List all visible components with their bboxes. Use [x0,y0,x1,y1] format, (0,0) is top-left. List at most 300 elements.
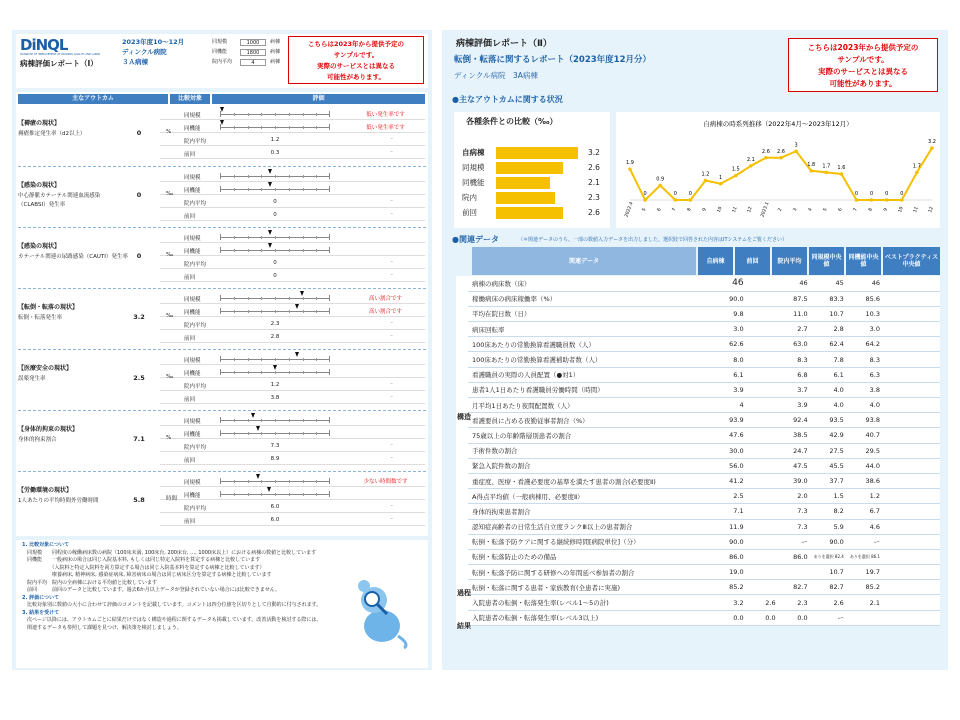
compare-label: 同規模 [184,297,201,303]
row-value: 8.0 [716,352,748,367]
row-value [748,413,780,428]
info-value: 4 [240,59,266,66]
row-best [884,398,940,413]
row-value: ー [812,610,848,625]
scale-bar [220,481,330,482]
table-row [456,428,940,443]
scale-bar [220,298,330,299]
row-label: 緊急入院件数の割合 [468,458,716,473]
row-value: 7.3 [780,504,812,519]
compare-label: 同規模 [184,175,201,181]
scale-bar [220,250,330,251]
row-label: 月平均1日あたり夜間配置数（人） [468,398,716,413]
row-best [884,306,940,321]
row-value: 2.5 [716,489,748,504]
data-point [719,182,723,186]
row-best [884,382,940,397]
table-row [456,337,940,352]
data-label: 1 [719,174,723,181]
row-value: 6.1 [812,367,848,382]
scale-bar [220,372,330,373]
row-value: 47.5 [780,458,812,473]
row-value: 62.4 [812,337,848,352]
row-best [884,534,940,549]
data-label: 0 [688,191,692,197]
compare-label: 院内平均 [184,201,207,207]
data-label: 1.8 [807,161,816,168]
x-tick-label: 7 [853,207,859,213]
info-label: 同規模 [212,39,228,45]
info-value: 1000 [240,39,266,46]
section-unit: ‰ [166,374,174,380]
scale-bar [220,433,330,434]
table-row [456,565,940,580]
row-value: 7.1 [716,504,748,519]
compare-label: 同機能 [184,249,201,255]
row-value: 38.6 [848,473,884,488]
row-value: 19.0 [716,565,748,580]
value-marker [295,352,299,357]
compare-row [160,305,425,317]
period: 2023年度10～12月 [122,38,185,46]
data-point [900,198,904,202]
related-data-table [456,276,940,626]
row-value: 2.6 [748,595,780,610]
data-point [915,171,919,175]
compare-value: 0 [273,260,277,266]
compare-label: 同機能 [184,126,201,132]
compare-row [160,392,425,404]
table-row [456,398,940,413]
scale-bar [220,114,330,115]
value-marker [256,426,260,431]
row-label: 入院患者の転倒・転落発生率(レベル3以上) [468,610,716,625]
row-value: 46 [716,276,748,291]
x-tick-label: 10 [716,206,724,214]
report-page-2 [442,30,948,670]
no-comment-dash: – [390,149,393,155]
row-value: 2.7 [780,322,812,337]
section-title: 【感染の現状】 [18,243,61,250]
row-value: 1.5 [812,489,848,504]
row-label: 患者1人1日あたり看護職員労働時間（時間） [468,382,716,397]
data-label: 1.7 [912,163,921,170]
compare-row [160,196,425,208]
row-value: 39.0 [780,473,812,488]
table-row [456,276,940,291]
section-divider [18,288,426,289]
value-marker [295,304,299,309]
row-value: 90.0 [812,534,848,549]
x-tick-label: 4 [807,207,814,213]
value-marker [268,169,272,174]
row-best [884,291,940,306]
x-tick-label: 8 [868,207,874,213]
no-comment-dash: – [390,198,393,204]
group-cell [456,276,468,291]
row-value [748,291,780,306]
compare-row [160,231,425,243]
row-label: 転倒・転落防止のための備品 [468,549,716,564]
group-cell [456,306,468,321]
row-value: 46 [780,276,812,291]
row-best [884,610,940,625]
evaluation-comment: 高い割合です [368,296,402,302]
compare-label: 前回 [184,214,196,220]
bar [496,192,555,204]
section-value: 0 [136,191,142,199]
data-label: 0 [900,191,904,197]
compare-row [160,501,425,513]
scale-bar [220,420,330,421]
data-point [689,198,693,202]
compare-label: 前回 [184,519,196,525]
group-cell [456,519,468,534]
data-point [885,198,889,202]
th-hosp-avg: 院内平均 [772,247,807,275]
section-value: 2.5 [133,374,145,382]
table-row [456,534,940,549]
section2-note: （＊関連データのうち、一部の数値入力データを出力しました。選択肢で回答された内容はITシステムをご覧ください） [518,237,788,243]
row-value: 37.7 [812,473,848,488]
compare-row [160,514,425,526]
compare-row [160,331,425,343]
table-row [456,595,940,610]
compare-value: 1.2 [270,137,280,143]
row-value: 63.0 [780,337,812,352]
row-value: 40.7 [848,428,884,443]
row-label: 入院患者の転倒・転落発生率(レベル1～5の計) [468,595,716,610]
table-row [456,322,940,337]
row-value [748,519,780,534]
row-best [884,580,940,595]
group-cell [456,291,468,306]
data-point [930,146,934,150]
row-value: 7.3 [780,519,812,534]
row-value: 87.5 [780,291,812,306]
row-value: 7.8 [812,352,848,367]
scale-bar [220,176,330,177]
row-value: 41.2 [716,473,748,488]
compare-row [160,134,425,146]
x-tick-label: 2023.1 [760,201,771,219]
no-comment-dash: – [390,320,393,326]
row-value: 11.9 [716,519,748,534]
row-value [748,549,780,564]
data-label: 2.6 [777,148,785,155]
header-compare: 比較対象 [170,94,210,104]
value-marker [220,107,224,112]
row-value: 2.1 [848,595,884,610]
compare-value: 2.8 [270,334,280,340]
data-point [658,184,662,188]
row-value [748,276,780,291]
data-point [643,198,647,202]
section-desc: 中心静脈カテーテル関連血流感染（CLABSI）発生率 [18,193,101,208]
group-result: 結果 [457,622,471,630]
info-label: 同機能 [212,49,228,55]
compare-value: 6.0 [270,517,280,523]
group-cell [456,549,468,564]
value-marker [256,474,260,479]
row-label: 100床あたりの常勤換算看護職員数（人） [468,337,716,352]
info-value: 1800 [240,49,266,56]
row-best [884,428,940,443]
section-unit: ‰ [166,191,174,197]
row-value: ー [848,534,884,549]
compare-label: 前回 [184,275,196,281]
compare-value: 7.3 [270,443,280,449]
section-desc: カテーテル関連の尿路感染（CAUTI）発生率 [18,254,128,260]
compare-label: 院内平均 [184,445,207,451]
row-value: 3.8 [848,382,884,397]
compare-row [160,440,425,452]
compare-label: 同規模 [184,480,201,486]
row-value [848,610,884,625]
row-label: A得点平均値（一般病棟用、必要度Ⅱ） [468,489,716,504]
row-best [884,337,940,352]
compare-row [160,270,425,282]
info-unit: 病棟 [270,39,281,45]
th-related: 関連データ [472,247,696,275]
row-value: 85.6 [848,291,884,306]
row-value: 44.0 [848,458,884,473]
compare-row [160,170,425,182]
compare-row [160,121,425,133]
th-prev: 前回 [735,247,770,275]
compare-label: 前回 [184,336,196,342]
bar-label: 院内 [462,193,477,202]
report2-subtitle: 転倒・転落に関するレポート（2023年度12月分） [454,55,651,65]
row-label: 転倒・転落予防ケアに関する継続修時間[病院単位]（分） [468,534,716,549]
row-value: 10.7 [812,306,848,321]
data-point [779,156,783,160]
row-value: 47.6 [716,428,748,443]
value-marker [268,243,272,248]
evaluation-comment: 低い発生率です [366,125,405,131]
row-label: 100床あたりの常勤換算看護補助者数（人） [468,352,716,367]
x-tick-label: 9 [702,207,708,213]
group-cell [456,382,468,397]
row-value [748,489,780,504]
row-value: 90.0 [716,291,748,306]
compare-label: 院内平均 [184,384,207,390]
row-label: 平均在院日数（日） [468,306,716,321]
row-value: 27.5 [812,443,848,458]
bar-value: 2.6 [588,208,600,217]
row-value: 83.3 [812,291,848,306]
compare-row [160,183,425,195]
no-comment-dash: – [390,272,393,278]
x-tick-label: 9 [883,207,890,213]
row-value: 4.6 [848,519,884,534]
evaluation-comment: 高い割合です [368,309,402,315]
bar-value: 3.2 [588,148,600,157]
section-desc: 誤薬発生率 [18,376,46,382]
row-value: 45 [812,276,848,291]
row-label: 看護職員の実際の人員配置（●対1） [468,367,716,382]
row-value: 2.6 [812,595,848,610]
no-comment-dash: – [390,211,393,217]
value-marker [273,365,277,370]
bar-value: 2.3 [588,193,600,202]
x-tick-label: 6 [838,207,844,213]
row-best [884,489,940,504]
row-best [884,443,940,458]
row-value: 82.7 [812,580,848,595]
row-label: 手術件数の割合 [468,443,716,458]
data-label: 3.2 [928,139,936,145]
group-cell [456,443,468,458]
bar-label: 自病棟 [462,148,485,157]
section-title: 【感染の現状】 [18,182,61,189]
group-cell [456,398,468,413]
section-title: 【労働環境の現状】 [18,487,73,494]
bar-label: 同規模 [462,163,485,172]
data-point [734,174,738,178]
row-value: 3.9 [780,398,812,413]
bar [496,177,550,189]
row-best [884,473,940,488]
section-divider [18,349,426,350]
data-point [855,198,859,202]
section-title: 【身体的拘束の現状】 [18,426,79,433]
sample-notice: こちらは2023年から提供予定の サンプルです。 実際のサービスとは異なる 可能性があります。 [788,38,938,92]
section1-heading: ●主なアウトカムに関する状況 [452,95,563,104]
table-row [456,352,940,367]
row-value: 6.8 [780,367,812,382]
evaluation-comment: 少ない時間数です [363,479,408,485]
value-marker [220,120,224,125]
data-label: 0.9 [656,176,665,183]
th-own: 自病棟 [698,247,733,275]
no-comment-dash: – [390,503,393,509]
compare-row [160,475,425,487]
data-point [825,171,829,175]
group-cell [456,565,468,580]
row-value [748,352,780,367]
compare-row [160,257,425,269]
header-outcome: 主なアウトカム [18,94,168,104]
logo-subtext: DATABASE OF IMPROVEMENT OF NURSING QUALITY AND LABOR [20,53,101,56]
section-value: 0 [136,252,142,260]
value-marker [251,413,255,418]
value-marker [300,291,304,296]
section2-heading: ●関連データ [452,235,499,244]
group-cell [456,367,468,382]
row-value [748,322,780,337]
compare-label: 院内平均 [184,262,207,268]
section-desc: 褥瘡推定発生率（d2以上） [18,131,86,137]
row-value: 6.7 [848,504,884,519]
data-point [840,172,844,176]
section-divider [18,471,426,472]
data-label: 1.9 [626,160,634,167]
row-value: ありを選択 86.1 [848,549,884,564]
info-unit: 病棟 [270,49,281,55]
data-label: 2.6 [761,148,770,155]
row-label: 身体的拘束患者割合 [468,504,716,519]
mascot-illustration [342,570,414,650]
section-desc: 身体的拘束割合 [18,437,57,443]
group-cell [456,473,468,488]
compare-value: 6.0 [270,504,280,510]
row-value: 4.0 [812,398,848,413]
compare-row [160,292,425,304]
table-row [456,306,940,321]
compare-value: 1.2 [270,382,280,388]
row-value: 93.5 [812,413,848,428]
row-best [884,322,940,337]
row-value [748,473,780,488]
row-label: 病床回転率 [468,322,716,337]
value-marker [267,487,271,492]
compare-label: 院内平均 [184,506,207,512]
trend-line-chart [616,112,940,228]
row-value: 3.7 [780,382,812,397]
data-label: 0 [854,191,859,197]
row-value: 3.0 [716,322,748,337]
scale-bar [220,359,330,360]
row-value: 8.3 [780,352,812,367]
value-marker [268,230,272,235]
row-value: 93.8 [848,413,884,428]
data-point [809,169,813,173]
row-value [748,565,780,580]
compare-row [160,108,425,120]
compare-chart-title: 各種条件との比較（‰） [466,117,558,126]
row-value: 6.3 [848,367,884,382]
row-value: 5.9 [812,519,848,534]
compare-row [160,366,425,378]
evaluation-comment: 低い発生率です [366,112,405,118]
table-row [456,519,940,534]
table-row [456,580,940,595]
x-tick-label: 12 [747,206,754,214]
data-label: 0 [673,191,677,197]
no-comment-dash: – [390,455,393,461]
compare-label: 前回 [184,458,196,464]
report2-title: 病棟評価レポート（Ⅱ） [456,39,552,49]
row-value: 2.3 [780,595,812,610]
compare-label: 同規模 [184,236,201,242]
data-point [749,164,753,168]
x-tick-label: 3 [792,207,799,213]
row-label: 重症度、医療・看護必要度の基準を満たす患者の割合(必要度Ⅱ) [468,473,716,488]
table-row [456,413,940,428]
row-value [748,367,780,382]
row-best [884,352,940,367]
row-value: 38.5 [780,428,812,443]
row-value [748,504,780,519]
data-label: 1.2 [701,171,710,178]
section-desc: 1人あたりの平均時間外労働時間 [18,498,99,504]
table-row [456,443,940,458]
row-label: 転倒・転落に関する患者・家族教育(全患者に実施) [468,580,716,595]
row-best [884,595,940,610]
compare-label: 院内平均 [184,323,207,329]
row-value: 0.0 [780,610,812,625]
row-value: 4 [716,398,748,413]
x-tick-label: 11 [731,206,739,214]
section-desc: 転倒・転落発生率 [18,315,63,321]
x-tick-label: 2 [777,207,784,213]
row-value: ー [780,534,812,549]
compare-label: 同機能 [184,310,201,316]
section-unit: ‰ [166,252,174,258]
row-label: 転倒・転落予防に関する研修への年間延べ参加者の割合 [468,565,716,580]
compare-row [160,353,425,365]
